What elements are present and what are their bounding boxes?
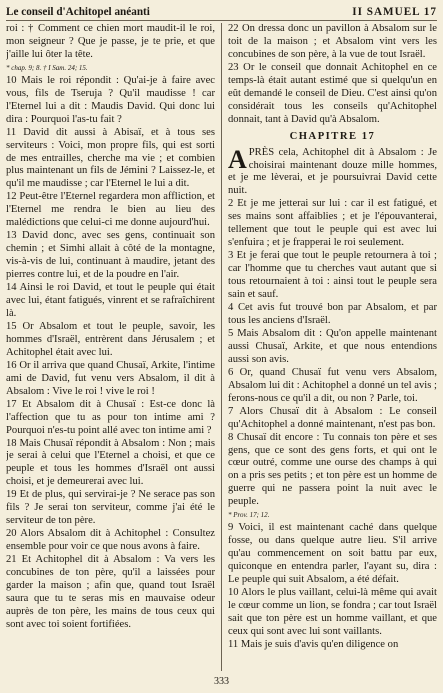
verse-paragraph: 18 Mais Chusaï répondit à Absalom : Non ; mais je serai à celui que l'Eternel a choisi, et que ce peuple et tous les hommes d'Israël ont aussi choisi, et je demeurerai avec lui. [6,437,215,488]
verse-paragraph: 2 Et je me jetterai sur lui : car il est fatigué, et ses mains sont affaiblies ; et je l'épouvanterai, tellement que tout le peuple qui est avec lui s'enfuira ; et je frapperai le roi seulement. [228,198,437,249]
page-number: 333 [214,676,229,687]
verse-paragraph: 22 On dressa donc un pavillon à Absalom sur le toit de la maison ; et Absalom vint vers les concubines de son père, à la vue de tout Israël. [228,23,437,60]
verse-paragraph: PRÈS cela, Achitophel dit à Absalom : Je choisirai maintenant douze mille hommes, et je me lèverai, et je poursuivrai David cette nuit. [228,146,437,197]
header-title: Le conseil d'Achitopel anéanti [6,6,150,18]
verse-paragraph: 15 Or Absalom et tout le peuple, savoir, les hommes d'Israël, entrèrent dans Jérusalem ; et Achitophel était avec lui. [6,320,215,358]
right-column [222,23,437,671]
right-column-before [228,23,437,127]
text-columns [6,23,437,671]
running-header [6,4,437,21]
verse-paragraph: 3 Et je ferai que tout le peuple retournera à toi ; car l'homme que tu cherches vaut autant que si tous retournaient à toi : ainsi tout le peuple sera sain et sauf. [228,250,437,301]
verse-paragraph: 11 David dit aussi à Abisaï, et à tous ses serviteurs : Voici, mon propre fils, qui est sorti de mes entrailles, cherche ma vie ; et combien plus maintenant un fils de Jémini ? Laissez-le, et qu'il me maudisse ; car l'Eternel le lui a dit. [6,126,215,190]
verse-paragraph: * chap. 9; 8. † I Sam. 24; 15. [6,63,88,72]
verse-paragraph: 17 Et Absalom dit à Chusaï : Est-ce donc là l'affection que tu as pour ton intime ami ? Pourquoi n'es-tu point allé avec ton intime ami ? [6,398,215,436]
verse-paragraph: 9 Voici, il est maintenant caché dans quelque fosse, ou dans quelque autre lieu. S'il arrive qu'au commencement on soit battu par eux, quiconque en entendra parler, l'ayant su, dira : Le peuple qui suit Absalom, a été défait. [228,522,437,586]
verse-paragraph: 16 Or il arriva que quand Chusaï, Arkite, l'intime ami de David, fut venu vers Absalom, il dit à Absalom : Vive le roi ! vive le roi ! [6,359,215,397]
verse-paragraph: 21 Et Achitophel dit à Absalom : Va vers les concubines de ton père, qu'il a laissées pour garder la maison ; afin que, quand tout Israël saura que tu te seras mis en mauvaise odeur auprès de ton père, les mains de tous ceux qui sont avec toi soient fortifiées. [6,554,215,630]
drop-cap: A [228,144,247,174]
verse-paragraph: * Prov. 17; 12. [228,511,270,520]
verse-paragraph: 12 Peut-être l'Eternel regardera mon affliction, et l'Eternel me rendra le bien au lieu des malédictions que celui-ci me donne aujourd'hui. [6,191,215,229]
chapter-title: CHAPITRE 17 [289,130,376,142]
verse-paragraph: 14 Ainsi le roi David, et tout le peuple qui était avec lui, étant fatigués, vinrent et se rafraîchirent là. [6,282,215,319]
verse-paragraph: 8 Chusaï dit encore : Tu connais ton père et ses gens, que ce sont des gens forts, et qui ont le cœur outré, comme une ourse des champs à qui on a pris ses petits ; et ton père est un homme de guerre qui ne passera point la nuit avec le peuple. [228,431,437,508]
verse-paragraph: roi : † Comment ce chien mort maudit-il le roi, mon seigneur ? Que je passe, je te prie, et que j'aille lui ôter la tête. [6,23,215,60]
verse-paragraph: 19 Et de plus, qui servirai-je ? Ne serace pas son fils ? Je serai ton serviteur, comme j'ai été le serviteur de ton père. [6,489,215,527]
right-column-after [228,144,437,652]
verse-paragraph: 11 Mais je suis d'avis qu'en diligence on [228,638,399,650]
verse-paragraph: 6 Or, quand Chusaï fut venu vers Absalom, Absalom lui dit : Achitophel a donné un tel avis ; ferons-nous ce qu'il a dit, ou non ? Parle, toi. [228,366,437,404]
verse-paragraph: 13 David donc, avec ses gens, continuait son chemin ; et Simhi allait à côté de la montagne, vis-à-vis de lui, continuant à maudire, jetant des pierres contre lui, et de la poudre en l'air. [6,230,215,281]
verse-paragraph: 20 Alors Absalom dit à Achitophel : Consultez ensemble pour voir ce que nous avons à faire. [6,528,215,553]
verse-paragraph: 5 Mais Absalom dit : Qu'on appelle maintenant aussi Chusaï, Arkite, et que nous entendions aussi son avis. [228,327,437,365]
verse-paragraph: 23 Or le conseil que donnait Achitophel en ce temps-là était autant estimé que si quelqu'un en eût demandé le conseil de Dieu. C'est ainsi qu'on considérait tous les conseils qu'Achitophel donnait, tant à David qu'à Absalom. [228,61,437,125]
left-column [6,23,221,671]
verse-paragraph: 4 Cet avis fut trouvé bon par Absalom, et par tous les anciens d'Israël. [228,302,437,326]
verse-paragraph: 7 Alors Chusaï dit à Absalom : Le conseil qu'Achitophel a donné maintenant, n'est pas bon. [228,405,437,430]
verse-paragraph: 10 Mais le roi répondit : Qu'ai-je à faire avec vous, fils de Tseruja ? Qu'il maudisse ! car l'Eternel lui a dit : Maudis David. Qui donc lui dira : Pourquoi l'as-tu fait ? [6,74,215,125]
header-book-chapter: II SAMUEL 17 [352,6,437,18]
verse-paragraph: 10 Alors le plus vaillant, celui-là même qui avait le cœur comme un lion, se fondra ; car tout Israël sait que ton père est un homme vaillant, et que ceux qui sont avec lui sont vaillants. [228,586,437,637]
